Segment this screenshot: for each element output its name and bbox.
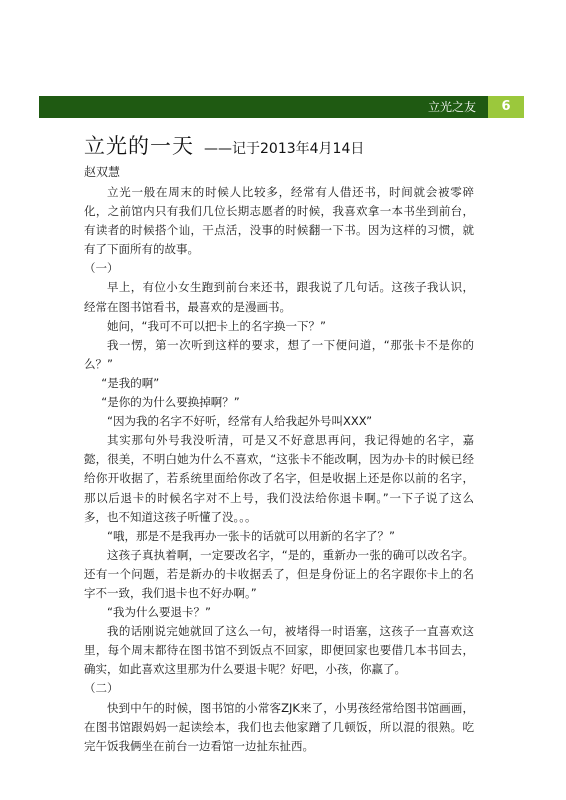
- title-row: [84, 130, 364, 160]
- body-paragraph: 快到中午的时候，图书馆的小常客ZJK来了，小男孩经常给图书馆画画，在图书馆跟妈妈一起读绘本，我们也去他家蹭了几顿饭，所以混的很熟。吃完午饭我俩坐在前台一边看馆一边扯东扯西。: [84, 700, 474, 753]
- body-paragraph: 这孩子真执着啊，一定要改名字，“是的，重新办一张的确可以改名字。还有一个问题，若是新办的卡收据丢了，但是身份证上的名字跟你卡上的名字不一致，我们退卡也不好办啊。”: [84, 547, 474, 600]
- article-body: [84, 183, 474, 756]
- body-paragraph: “是你的为什么要换掉啊？”: [101, 395, 240, 410]
- article-title: 立光的一天: [84, 134, 194, 158]
- body-paragraph: 早上，有位小女生跑到前台来还书，跟我说了几句话。这孩子我认识，经常在图书馆看书，最喜欢的是漫画书。: [84, 280, 474, 314]
- section-title: 立光之友: [427, 100, 476, 114]
- body-paragraph: “哦，那是不是我再办一张卡的话就可以用新的名字了？”: [107, 528, 395, 543]
- body-paragraph: 我一愣，第一次听到这样的要求，想了一下便问道，“那张卡不是你的么？”: [84, 337, 474, 371]
- body-paragraph: 立光一般在周末的时候人比较多，经常有人借还书，时间就会被零碎化，之前馆内只有我们几位长期志愿者的时候，我喜欢拿一本书坐到前台，有读者的时候搭个讪，干点活，没事的时候翻一下书。因为这样的习惯，就有了下面所有的故事。: [84, 185, 474, 257]
- author-name: 赵双慧: [84, 165, 121, 179]
- body-paragraph: 她问，“我可不可以把卡上的名字换一下？”: [107, 318, 326, 333]
- body-paragraph: “因为我的名字不好听，经常有人给我起外号叫XXX”: [107, 414, 373, 429]
- body-paragraph: “是我的啊”: [101, 375, 160, 390]
- body-paragraph: “我为什么要退卡？”: [107, 605, 211, 620]
- header-bar: [39, 96, 488, 118]
- page-number: 6: [488, 96, 524, 118]
- section-heading: （二）: [84, 681, 119, 696]
- article-subtitle: ——记于2013年4月14日: [204, 141, 365, 157]
- section-heading: （一）: [84, 261, 119, 276]
- body-paragraph: 其实那句外号我没听清，可是又不好意思再问，我记得她的名字，嘉懿，很美，不明白她为什么不喜欢，“这张卡不能改啊，因为办卡的时候已经给你开收据了，若系统里面给你改了名字，但是收据上还是你以前的名字，那以后退卡的时候名字对不上号，我们没法给你退卡啊。”一下子说了这么多，也不知道这孩子听懂了没。。。: [84, 433, 474, 524]
- body-paragraph: 我的话刚说完她就回了这么一句，被堵得一时语塞，这孩子一直喜欢这里，每个周末都待在图书馆不到饭点不回家，即便回家也要借几本书回去，确实，如此喜欢这里那为什么要退卡呢？好吧，小孩，你赢了。: [84, 624, 474, 677]
